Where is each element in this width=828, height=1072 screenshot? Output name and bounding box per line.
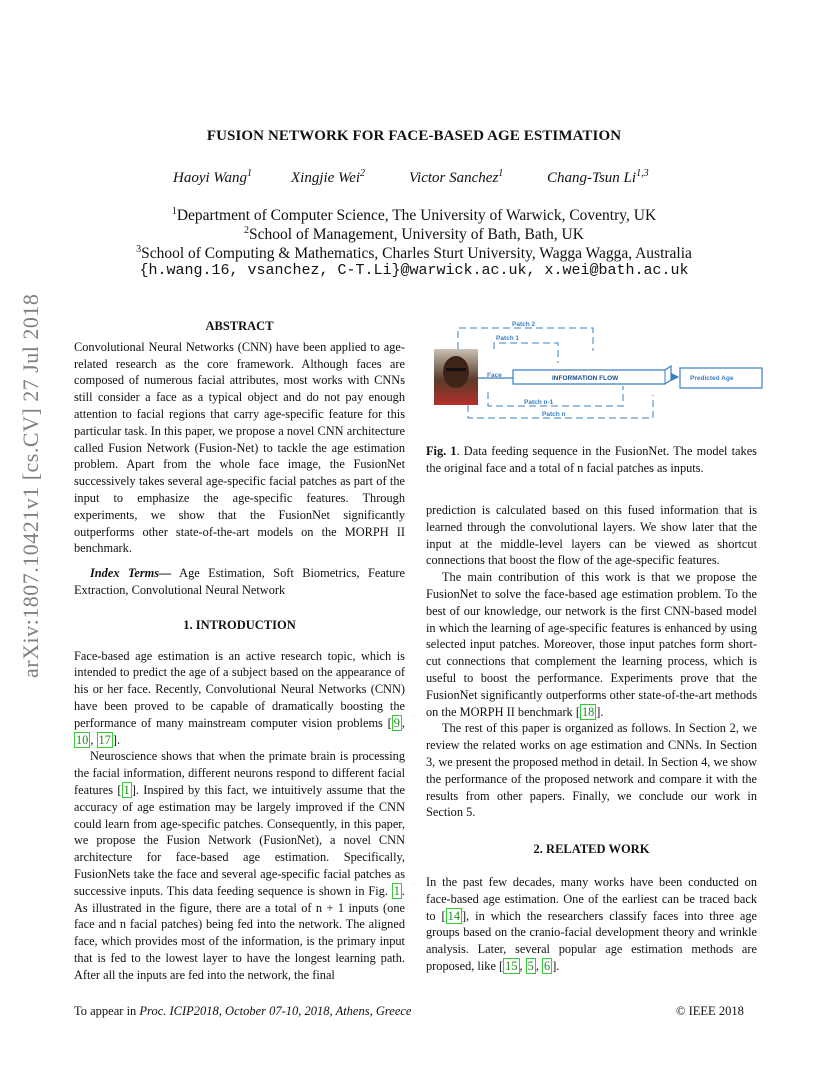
label-patch1: Patch 1	[496, 335, 520, 342]
fusionnet-diagram	[428, 318, 768, 426]
affiliation-1: $^1$Department of Computer Science, The University of Warwick, Coventry, UK	[171, 206, 657, 225]
patch1-path	[494, 343, 558, 363]
footer-venue: To appear in Proc. ICIP2018, October 07-10, 2018, Athens, Greece	[74, 1004, 412, 1018]
figure-link[interactable]: 1	[393, 883, 400, 898]
footer-copyright: © IEEE 2018	[676, 1004, 744, 1018]
figure-caption: Fig. 1. Data feeding sequence in the FusionNet. The model takes the original face and a total of n facial patches as inputs.	[426, 444, 757, 475]
related-work-heading: 2. RELATED WORK	[533, 842, 650, 857]
label-patchn: Patch n	[542, 411, 566, 418]
label-face: Face	[487, 372, 502, 379]
intro-heading: 1. INTRODUCTION	[183, 617, 296, 632]
citation-link[interactable]: 15	[505, 958, 518, 973]
figure-1	[428, 318, 768, 426]
right-paragraph-3: The rest of this paper is organized as follows. In Section 2, we review the related works on age estimation and CNNs. In Section 3, we present the proposed method in detail. In Section 4, we show the performance of the proposed network and compare it with the results from other papers. Finally, we conclude our work in Section 5.	[426, 721, 757, 820]
author-list	[0, 168, 828, 190]
citation-link[interactable]: 18	[581, 704, 595, 719]
right-paragraph-4: In the past few decades, many works have been conducted on face-based age estimation. One of the earliest can be traced back to [ 14 ], in which the researchers classify faces into three age groups based on the cranio-facial development theory and wrinkle analysis. Later, several popular age estimation methods are proposed, like [ 15 , 5 , 6 ].	[426, 874, 757, 973]
intro-paragraph-1: Face-based age estimation is an active research topic, which is intended to predict the age of a subject based on the appearance of his or her face. Recently, Convolutional Neural Networks (CNN) have been proved to be capable of dramatically boosting the performance of many mainstream computer vision problems [ 9 , 10 , 17 ].	[74, 648, 405, 747]
affiliation-3: $^3$School of Computing & Mathematics, Charles Sturt University, Wagga Wagga, Australia	[136, 244, 692, 263]
citation-link[interactable]: 5	[527, 958, 534, 973]
citation-link[interactable]: 14	[447, 908, 460, 923]
citation-link[interactable]: 9	[393, 715, 400, 730]
author-2: Xingjie Wei$^2$	[291, 168, 366, 186]
index-terms: Index Terms— Age Estimation, Soft Biometrics, Feature Extraction, Convolutional Neural Network	[74, 566, 405, 597]
label-predicted: Predicted Age	[690, 375, 734, 382]
affiliation-2: $^2$School of Management, University of Bath, Bath, UK	[244, 225, 584, 244]
left-column	[74, 318, 405, 983]
citation-link[interactable]: 6	[544, 958, 551, 973]
abstract-heading: ABSTRACT	[205, 319, 274, 333]
patchn1-path	[488, 386, 623, 406]
intro-paragraph-2: Neuroscience shows that when the primate brain is processing the facial information, different neurons respond to different facial features [ 1 ]. Inspired by this fact, we intuitively assume that the accuracy of age estimation may be largely improved if the CNN could learn from age-specific patches. Consequently, in this paper, we propose the Fusion Network (FusionNet), a novel CNN architecture for face-based age estimation. Specifically, FusionNets take the face and several age-specific facial patches as successive inputs. This data feeding sequence is shown in Fig. 1 . As illustrated in the figure, there are a total of n + 1 inputs (one face and n facial patches) being fed into the network. The aligned face, which provides most of the information, is the primary input that is fed to the lowest layer to have the longest learning path. After all the inputs are fed into the network, the final	[74, 749, 405, 982]
patch2-path	[458, 328, 593, 351]
author-3: Victor Sanchez$^1$	[409, 168, 504, 186]
label-flow: INFORMATION FLOW	[552, 375, 619, 382]
arxiv-stamp: arXiv:1807.10421v1 [cs.CV] 27 Jul 2018	[18, 293, 43, 678]
citation-link[interactable]: 10	[76, 732, 89, 747]
paper-title: FUSION NETWORK FOR FACE-BASED AGE ESTIMATION	[206, 128, 622, 144]
right-column	[426, 502, 757, 975]
right-paragraph-1: prediction is calculated based on this fused information that is learned through the convolutional layers. We show later that the input at the middle-level layers can be viewed as shortcut connections that boost the flow of the age-specific features.	[426, 503, 757, 568]
label-patchn1: Patch n-1	[524, 399, 554, 406]
label-patch2: Patch 2	[512, 321, 536, 328]
citation-link[interactable]: 17	[98, 732, 111, 747]
author-1: Haoyi Wang$^1$	[173, 168, 253, 186]
author-emails: {h.wang.16, vsanchez, C-T.Li}@warwick.ac.uk, x.wei@bath.ac.uk	[139, 262, 689, 279]
author-4: Chang-Tsun Li$^{1,3}$	[547, 168, 649, 186]
citation-link[interactable]: 1	[123, 782, 130, 797]
right-paragraph-2: The main contribution of this work is that we propose the FusionNet to solve the face-based age estimation problem. To the best of our knowledge, our network is the first CNN-based model in which the learning of age-specific features is enhanced by using selected input patches. Moreover, those input patches form short-cut connections that complement the learning process, which is useful to boost the performance. Experiments prove that the FusionNet significantly outperforms other state-of-the-art methods on the MORPH II benchmark [ 18 ].	[426, 570, 757, 719]
abstract-text: Convolutional Neural Networks (CNN) have been applied to age-related research as the core framework. Although faces are composed of numerous facial attributes, most works with CNNs still consider a face as a typical object and do not pay enough attention to facial regions that carry age-specific feature for this particular task. In this paper, we propose a novel CNN architecture called Fusion Network (Fusion-Net) to tackle the age estimation problem. Apart from the whole face image, the FusionNet successively takes several age-specific facial patches as part of the input to emphasize the age-specific features. Through experiments, we show that the FusionNet significantly outperforms other state-of-the-art models on the MORPH II benchmark.	[74, 339, 405, 556]
